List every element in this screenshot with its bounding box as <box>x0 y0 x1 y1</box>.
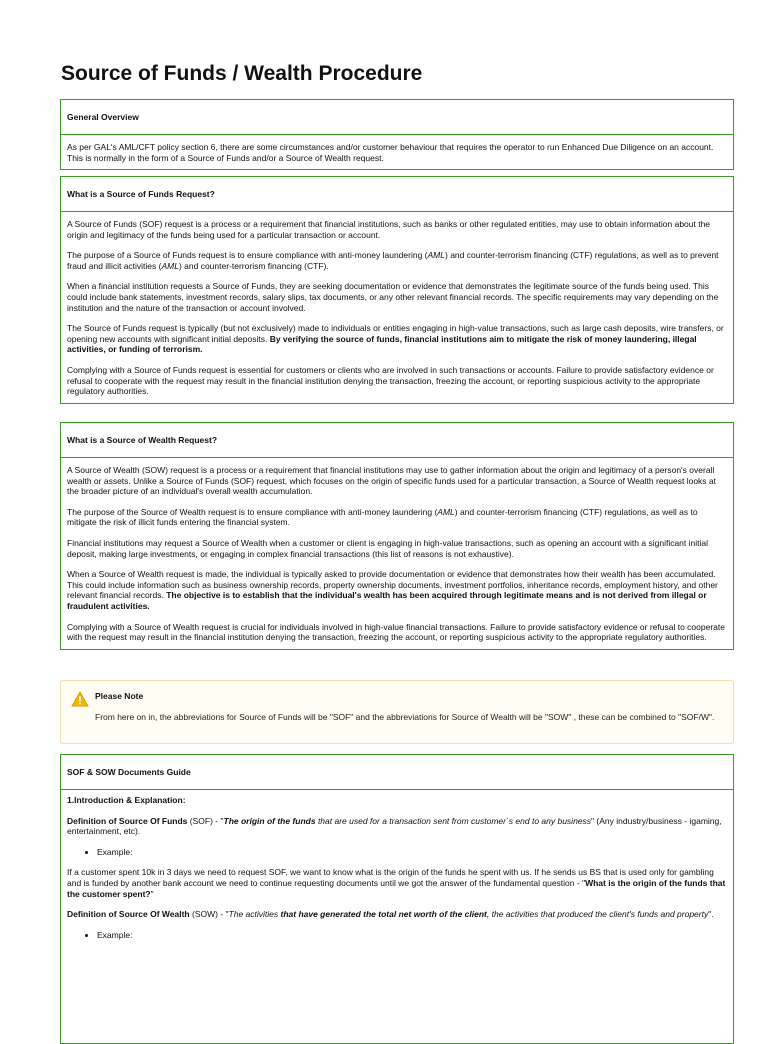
panel-header: SOF & SOW Documents Guide <box>67 767 191 777</box>
please-note-callout <box>60 680 734 744</box>
paragraph: The Source of Funds request is typically (but not exclusively) made to individuals or entities engaging in high-value transactions, such as large cash deposits, wire transfers, or opening new accounts with significant initial deposits. By verifying the source of funds, financial institutions aim to mitigate the risk of money laundering, illegal activities, or funding of terrorism. <box>67 323 724 355</box>
sof-panel <box>60 176 734 404</box>
paragraph: The purpose of the Source of Wealth request is to ensure compliance with anti-money laundering (AML) and counter-terrorism financing (CTF) regulations, as well as to mitigate the risk of illicit funds entering the financial system. <box>67 506 698 528</box>
sow-panel <box>60 422 734 650</box>
paragraph: When a financial institution requests a Source of Funds, they are seeking documentation or evidence that demonstrates the legitimate source of the funds being used. This could include bank statements, investment records, salary slips, tax documents, or any other relevant financial records. The specific requirements may vary depending on the institution and the nature of the transaction or account involved. <box>67 281 719 313</box>
list-item: • Example: <box>97 847 727 858</box>
example-list <box>67 930 727 941</box>
panel-body <box>61 211 733 403</box>
panel-body <box>61 789 733 956</box>
paragraph: Financial institutions may request a Source of Wealth when a customer or client is engaging in high-value transactions, such as opening an account with a significant initial deposit, making large investments, or engaging in complex financial transactions (this list of reasons is not exhaustive). <box>67 537 709 559</box>
panel-header: General Overview <box>67 112 139 122</box>
definition-sow: Definition of Source Of Wealth (SOW) - "The activities that have generated the total net worth of the client, the activities that produced the client's funds and property". <box>67 909 714 920</box>
paragraph: The purpose of a Source of Funds request is to ensure compliance with anti-money laundering (AML) and counter-terrorism financing (CTF) regulations, as well as to prevent fraud and illicit activities (AML) and counter-terrorism financing (CTF). <box>67 250 719 271</box>
example-list <box>67 847 727 858</box>
page-title: Source of Funds / Wealth Procedure <box>61 62 423 85</box>
note-text: From here on in, the abbreviations for Source of Funds will be "SOF" and the abbreviations for Source of Wealth will be "SOW" , these can be combined to "SOF/W". <box>95 712 715 722</box>
warning-icon <box>71 691 89 707</box>
paragraph: When a Source of Wealth request is made, the individual is typically asked to provide documentation or evidence that demonstrates how their wealth has been accumulated. This could include information such as business ownership records, property ownership documents, investment portfolios, inheritance records, employment history, and other relevant financial records. The objective is to establish that the individual's wealth has been acquired through legitimate means and is not derived from illegal or fraudulent activities. <box>67 569 718 611</box>
general-overview-panel <box>60 99 734 170</box>
paragraph: A Source of Funds (SOF) request is a process or a requirement that financial institutions, such as banks or other regulated entities, may use to obtain information about the origin and legitimacy of the funds being used for a particular transaction or account. <box>67 219 711 240</box>
definition-sof: Definition of Source Of Funds (SOF) - "The origin of the funds that are used for a transaction sent from customer`s end to any business" (Any industry/business - igaming, entertainment, etc). <box>67 815 722 837</box>
list-item: • Example: <box>97 930 727 941</box>
example-case: If a customer spent 10k in 3 days we need to request SOF, we want to know what is the origin of the funds he spent with us. If he sends us BS that is used only for gambling and is funded by another bank account we need to continue requesting documents until we got the answer of the fundamental question - "What is the origin of the funds that the customer spent?" <box>67 867 726 899</box>
panel-body <box>61 134 733 169</box>
panel-body <box>61 457 733 649</box>
paragraph: As per GAL's AML/CFT policy section 6, there are some circumstances and/or customer behaviour that requires the operator to run Enhanced Due Diligence on an account. This is normally in the form of a Source of Funds and/or a Source of Wealth request. <box>67 142 714 163</box>
panel-header: What is a Source of Funds Request? <box>67 189 215 199</box>
panel-header: What is a Source of Wealth Request? <box>67 435 218 445</box>
paragraph: A Source of Wealth (SOW) request is a process or a requirement that financial institutions may use to gather information about the origin and legitimacy of a person's overall wealth or assets. Unlike a Source of Funds (SOF) request, which focuses on the origin of specific funds used for a particular transaction, a Source of Wealth request looks at the broader picture of an individual's overall wealth accumulation. <box>67 465 717 497</box>
paragraph: Complying with a Source of Funds request is essential for customers or clients who are involved in such transactions or accounts. Failure to provide satisfactory evidence or refusal to cooperate with the request may result in the financial institution denying the transaction, freezing the account, or reporting suspicious activity to the appropriate regulatory authorities. <box>67 364 714 397</box>
note-title: Please Note <box>95 691 144 701</box>
section-heading: 1.Introduction & Explanation: <box>67 795 186 805</box>
documents-guide-panel <box>60 754 734 1044</box>
paragraph: Complying with a Source of Wealth request is crucial for individuals involved in high-value financial transactions. Failure to provide satisfactory evidence or refusal to cooperate with the request may result in the financial institution denying the transaction, freezing the account, or reporting suspicious activity to the appropriate regulatory authorities. <box>67 621 725 643</box>
